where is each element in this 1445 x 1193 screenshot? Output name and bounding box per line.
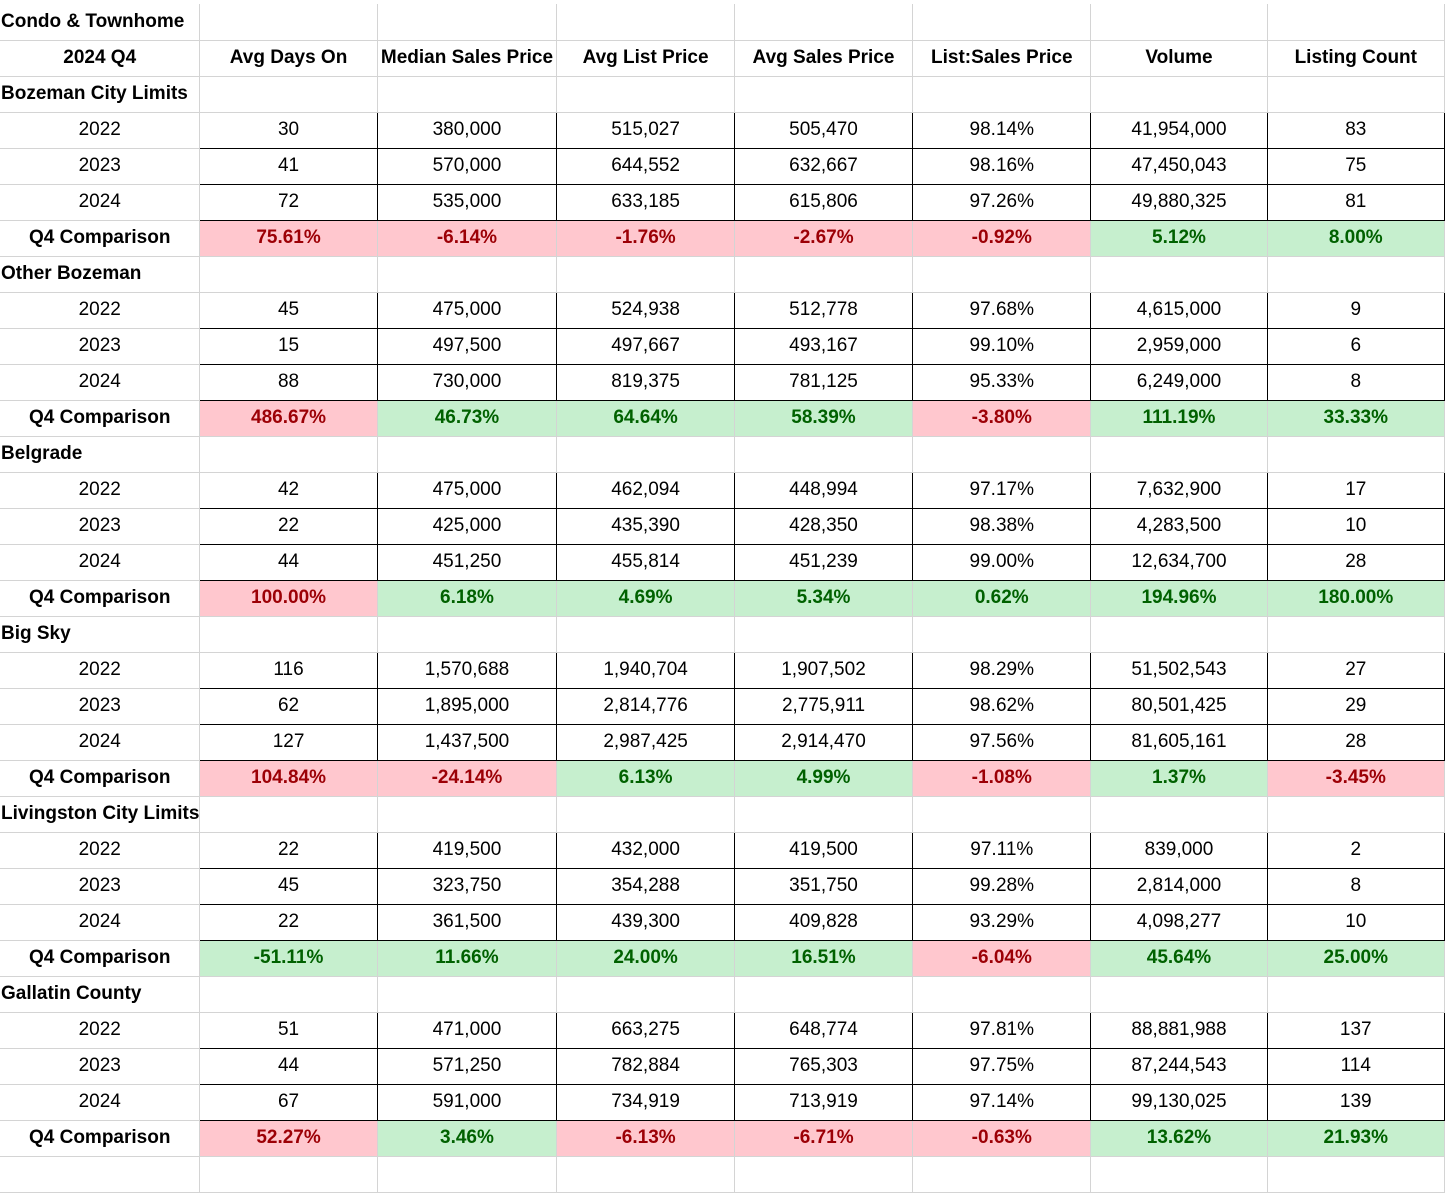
data-cell[interactable]: 448,994 — [734, 472, 912, 508]
data-row — [0, 364, 1445, 400]
section-header-row — [0, 436, 1445, 472]
empty-cell[interactable] — [377, 436, 557, 472]
empty-cell[interactable] — [200, 1156, 377, 1192]
data-cell[interactable]: 471,000 — [377, 1012, 557, 1048]
empty-cell[interactable] — [734, 616, 912, 652]
data-cell[interactable]: 455,814 — [557, 544, 735, 580]
data-cell[interactable]: 351,750 — [734, 868, 912, 904]
data-cell[interactable]: 2,814,000 — [1091, 868, 1267, 904]
data-cell[interactable]: 42 — [200, 472, 377, 508]
data-cell[interactable]: 30 — [200, 112, 377, 148]
data-cell[interactable]: 2,775,911 — [734, 688, 912, 724]
empty-cell[interactable] — [913, 976, 1091, 1012]
data-row — [0, 652, 1445, 688]
empty-cell[interactable] — [557, 256, 735, 292]
comparison-cell-negative[interactable]: -1.76% — [557, 220, 735, 256]
year-cell[interactable]: 2022 — [0, 1012, 200, 1048]
data-cell[interactable]: 475,000 — [377, 292, 557, 328]
empty-cell[interactable] — [557, 436, 735, 472]
data-row — [0, 1012, 1445, 1048]
year-cell[interactable]: 2024 — [0, 904, 200, 940]
comparison-cell-positive[interactable]: 21.93% — [1267, 1120, 1444, 1156]
data-row — [0, 292, 1445, 328]
data-row — [0, 184, 1445, 220]
data-cell[interactable]: 505,470 — [734, 112, 912, 148]
data-cell[interactable]: 97.81% — [913, 1012, 1091, 1048]
data-cell[interactable]: 97.14% — [913, 1084, 1091, 1120]
data-cell[interactable]: 44 — [200, 544, 377, 580]
year-cell[interactable]: 2024 — [0, 544, 200, 580]
data-row — [0, 472, 1445, 508]
section-title[interactable]: Belgrade — [0, 436, 200, 472]
data-cell[interactable]: 615,806 — [734, 184, 912, 220]
data-cell[interactable]: 323,750 — [377, 868, 557, 904]
data-cell[interactable]: 8 — [1267, 364, 1444, 400]
empty-cell[interactable] — [200, 976, 377, 1012]
comparison-cell-positive[interactable]: 5.12% — [1091, 220, 1267, 256]
empty-cell[interactable] — [1091, 976, 1267, 1012]
year-cell[interactable]: 2024 — [0, 184, 200, 220]
comparison-row — [0, 760, 1445, 796]
empty-cell[interactable] — [913, 1156, 1091, 1192]
empty-cell[interactable] — [734, 76, 912, 112]
empty-cell[interactable] — [734, 976, 912, 1012]
data-cell[interactable]: 730,000 — [377, 364, 557, 400]
header-cell-avg-list-price[interactable]: Avg List Price — [557, 40, 735, 76]
data-cell[interactable]: 512,778 — [734, 292, 912, 328]
comparison-cell-positive[interactable]: -51.11% — [200, 940, 377, 976]
data-cell[interactable]: 839,000 — [1091, 832, 1267, 868]
data-cell[interactable]: 97.17% — [913, 472, 1091, 508]
empty-cell[interactable] — [913, 76, 1091, 112]
data-row — [0, 508, 1445, 544]
empty-cell[interactable] — [1091, 436, 1267, 472]
data-cell[interactable]: 10 — [1267, 508, 1444, 544]
data-cell[interactable]: 1,895,000 — [377, 688, 557, 724]
empty-cell[interactable] — [913, 616, 1091, 652]
data-cell[interactable]: 22 — [200, 508, 377, 544]
section-header-row — [0, 256, 1445, 292]
empty-cell[interactable] — [377, 1156, 557, 1192]
data-cell[interactable]: 524,938 — [557, 292, 735, 328]
section-title[interactable]: Bozeman City Limits — [0, 76, 200, 112]
data-cell[interactable]: 139 — [1267, 1084, 1444, 1120]
data-row — [0, 544, 1445, 580]
empty-cell[interactable] — [557, 796, 735, 832]
empty-cell[interactable] — [913, 4, 1091, 40]
data-cell[interactable]: 116 — [200, 652, 377, 688]
data-cell[interactable]: 41 — [200, 148, 377, 184]
data-cell[interactable]: 51 — [200, 1012, 377, 1048]
data-cell[interactable]: 6,249,000 — [1091, 364, 1267, 400]
data-cell[interactable]: 88 — [200, 364, 377, 400]
comparison-cell-positive[interactable]: 45.64% — [1091, 940, 1267, 976]
data-cell[interactable]: 734,919 — [557, 1084, 735, 1120]
data-cell[interactable]: 75 — [1267, 148, 1444, 184]
data-cell[interactable]: 80,501,425 — [1091, 688, 1267, 724]
data-cell[interactable]: 28 — [1267, 544, 1444, 580]
empty-cell[interactable] — [1267, 1156, 1444, 1192]
comparison-label[interactable]: Q4 Comparison — [0, 940, 200, 976]
empty-cell[interactable] — [1091, 256, 1267, 292]
data-cell[interactable]: 9 — [1267, 292, 1444, 328]
empty-cell[interactable] — [1267, 4, 1444, 40]
year-cell[interactable]: 2024 — [0, 724, 200, 760]
year-cell[interactable]: 2022 — [0, 652, 200, 688]
data-cell[interactable]: 644,552 — [557, 148, 735, 184]
comparison-cell-positive[interactable]: 8.00% — [1267, 220, 1444, 256]
empty-cell[interactable] — [1267, 616, 1444, 652]
data-cell[interactable]: 515,027 — [557, 112, 735, 148]
empty-cell[interactable] — [734, 4, 912, 40]
empty-cell[interactable] — [1091, 4, 1267, 40]
year-cell[interactable]: 2023 — [0, 508, 200, 544]
data-cell[interactable]: 432,000 — [557, 832, 735, 868]
data-cell[interactable]: 97.68% — [913, 292, 1091, 328]
data-cell[interactable]: 354,288 — [557, 868, 735, 904]
comparison-cell-positive[interactable]: 0.62% — [913, 580, 1091, 616]
data-cell[interactable]: 451,250 — [377, 544, 557, 580]
header-cell-median-sales-price[interactable]: Median Sales Price — [377, 40, 557, 76]
empty-cell[interactable] — [1267, 76, 1444, 112]
comparison-row — [0, 220, 1445, 256]
comparison-cell-negative[interactable]: -3.80% — [913, 400, 1091, 436]
title-row — [0, 4, 1445, 40]
comparison-row — [0, 580, 1445, 616]
comparison-cell-negative[interactable]: 75.61% — [200, 220, 377, 256]
data-cell[interactable]: 439,300 — [557, 904, 735, 940]
empty-cell[interactable] — [377, 976, 557, 1012]
section-title[interactable]: Gallatin County — [0, 976, 200, 1012]
comparison-cell-positive[interactable]: 111.19% — [1091, 400, 1267, 436]
data-cell[interactable]: 45 — [200, 868, 377, 904]
data-cell[interactable]: 47,450,043 — [1091, 148, 1267, 184]
data-cell[interactable]: 10 — [1267, 904, 1444, 940]
section-title[interactable]: Other Bozeman — [0, 256, 200, 292]
data-cell[interactable]: 114 — [1267, 1048, 1444, 1084]
empty-cell[interactable] — [913, 256, 1091, 292]
data-cell[interactable]: 98.38% — [913, 508, 1091, 544]
comparison-cell-negative[interactable]: -6.04% — [913, 940, 1091, 976]
data-row — [0, 1084, 1445, 1120]
data-cell[interactable]: 98.62% — [913, 688, 1091, 724]
empty-cell[interactable] — [557, 616, 735, 652]
data-cell[interactable]: 380,000 — [377, 112, 557, 148]
comparison-cell-negative[interactable]: 100.00% — [200, 580, 377, 616]
empty-cell[interactable] — [734, 796, 912, 832]
data-cell[interactable]: 419,500 — [734, 832, 912, 868]
data-cell[interactable]: 475,000 — [377, 472, 557, 508]
empty-cell[interactable] — [734, 1156, 912, 1192]
data-cell[interactable]: 15 — [200, 328, 377, 364]
data-cell[interactable]: 819,375 — [557, 364, 735, 400]
data-row — [0, 724, 1445, 760]
data-cell[interactable]: 12,634,700 — [1091, 544, 1267, 580]
data-row — [0, 148, 1445, 184]
spreadsheet-table — [0, 4, 1445, 1193]
data-cell[interactable]: 7,632,900 — [1091, 472, 1267, 508]
comparison-cell-negative[interactable]: -6.14% — [377, 220, 557, 256]
empty-cell[interactable] — [377, 616, 557, 652]
data-cell[interactable]: 49,880,325 — [1091, 184, 1267, 220]
comparison-cell-positive[interactable]: 1.37% — [1091, 760, 1267, 796]
year-cell[interactable]: 2022 — [0, 832, 200, 868]
data-cell[interactable]: 45 — [200, 292, 377, 328]
comparison-cell-positive[interactable]: 5.34% — [734, 580, 912, 616]
year-cell[interactable]: 2022 — [0, 112, 200, 148]
empty-cell[interactable] — [377, 796, 557, 832]
header-cell-avg-sales-price[interactable]: Avg Sales Price — [734, 40, 912, 76]
data-cell[interactable]: 4,283,500 — [1091, 508, 1267, 544]
data-cell[interactable]: 44 — [200, 1048, 377, 1084]
data-cell[interactable]: 633,185 — [557, 184, 735, 220]
comparison-cell-negative[interactable]: -3.45% — [1267, 760, 1444, 796]
data-cell[interactable]: 62 — [200, 688, 377, 724]
data-cell[interactable]: 1,907,502 — [734, 652, 912, 688]
empty-cell[interactable] — [734, 436, 912, 472]
data-cell[interactable]: 51,502,543 — [1091, 652, 1267, 688]
comparison-cell-negative[interactable]: 52.27% — [200, 1120, 377, 1156]
empty-cell[interactable] — [200, 796, 377, 832]
data-cell[interactable]: 663,275 — [557, 1012, 735, 1048]
empty-cell[interactable] — [1091, 616, 1267, 652]
data-cell[interactable]: 81,605,161 — [1091, 724, 1267, 760]
data-cell[interactable]: 67 — [200, 1084, 377, 1120]
empty-cell[interactable] — [200, 256, 377, 292]
data-cell[interactable]: 435,390 — [557, 508, 735, 544]
section-header-row — [0, 796, 1445, 832]
header-cell-volume[interactable]: Volume — [1091, 40, 1267, 76]
data-cell[interactable]: 632,667 — [734, 148, 912, 184]
header-cell-period[interactable]: 2024 Q4 — [0, 40, 200, 76]
comparison-label[interactable]: Q4 Comparison — [0, 760, 200, 796]
data-cell[interactable]: 1,940,704 — [557, 652, 735, 688]
data-cell[interactable]: 95.33% — [913, 364, 1091, 400]
comparison-cell-positive[interactable]: 6.13% — [557, 760, 735, 796]
comparison-cell-negative[interactable]: -0.63% — [913, 1120, 1091, 1156]
section-title[interactable]: Livingston City Limits — [0, 796, 200, 832]
section-header-row — [0, 616, 1445, 652]
data-row — [0, 112, 1445, 148]
empty-cell[interactable] — [1091, 76, 1267, 112]
section-header-row — [0, 76, 1445, 112]
empty-cell[interactable] — [1091, 796, 1267, 832]
empty-cell[interactable] — [913, 796, 1091, 832]
data-cell[interactable]: 97.11% — [913, 832, 1091, 868]
comparison-cell-positive[interactable]: 11.66% — [377, 940, 557, 976]
year-cell[interactable]: 2023 — [0, 868, 200, 904]
comparison-label[interactable]: Q4 Comparison — [0, 220, 200, 256]
comparison-cell-negative[interactable]: -6.13% — [557, 1120, 735, 1156]
data-cell[interactable]: 535,000 — [377, 184, 557, 220]
data-cell[interactable]: 137 — [1267, 1012, 1444, 1048]
data-cell[interactable]: 462,094 — [557, 472, 735, 508]
empty-cell[interactable] — [200, 4, 377, 40]
data-cell[interactable]: 2,987,425 — [557, 724, 735, 760]
data-cell[interactable]: 571,250 — [377, 1048, 557, 1084]
comparison-cell-positive[interactable]: 58.39% — [734, 400, 912, 436]
data-cell[interactable]: 87,244,543 — [1091, 1048, 1267, 1084]
year-cell[interactable]: 2024 — [0, 364, 200, 400]
data-row — [0, 904, 1445, 940]
empty-cell[interactable] — [377, 4, 557, 40]
data-cell[interactable]: 419,500 — [377, 832, 557, 868]
data-cell[interactable]: 648,774 — [734, 1012, 912, 1048]
data-cell[interactable]: 99.28% — [913, 868, 1091, 904]
year-cell[interactable]: 2023 — [0, 1048, 200, 1084]
comparison-cell-positive[interactable]: 3.46% — [377, 1120, 557, 1156]
year-cell[interactable]: 2023 — [0, 688, 200, 724]
data-cell[interactable]: 493,167 — [734, 328, 912, 364]
comparison-cell-negative[interactable]: -24.14% — [377, 760, 557, 796]
data-cell[interactable]: 765,303 — [734, 1048, 912, 1084]
data-cell[interactable]: 1,437,500 — [377, 724, 557, 760]
comparison-row — [0, 940, 1445, 976]
empty-cell[interactable] — [557, 4, 735, 40]
comparison-cell-positive[interactable]: 6.18% — [377, 580, 557, 616]
empty-cell[interactable] — [734, 256, 912, 292]
year-cell[interactable]: 2023 — [0, 148, 200, 184]
data-cell[interactable]: 8 — [1267, 868, 1444, 904]
empty-cell[interactable] — [557, 76, 735, 112]
data-cell[interactable]: 2 — [1267, 832, 1444, 868]
comparison-label[interactable]: Q4 Comparison — [0, 1120, 200, 1156]
data-cell[interactable]: 99.00% — [913, 544, 1091, 580]
empty-cell[interactable] — [1267, 256, 1444, 292]
spreadsheet-body — [0, 4, 1445, 1192]
data-cell[interactable]: 88,881,988 — [1091, 1012, 1267, 1048]
comparison-cell-negative[interactable]: -1.08% — [913, 760, 1091, 796]
data-cell[interactable]: 451,239 — [734, 544, 912, 580]
comparison-cell-negative[interactable]: -0.92% — [913, 220, 1091, 256]
data-cell[interactable]: 425,000 — [377, 508, 557, 544]
data-cell[interactable]: 2,914,470 — [734, 724, 912, 760]
year-cell[interactable]: 2023 — [0, 328, 200, 364]
data-cell[interactable]: 98.16% — [913, 148, 1091, 184]
data-cell[interactable]: 781,125 — [734, 364, 912, 400]
header-cell-listing-count[interactable]: Listing Count — [1267, 40, 1444, 76]
empty-cell[interactable] — [377, 76, 557, 112]
header-cell-avg-days-on[interactable]: Avg Days On — [200, 40, 377, 76]
section-header-row — [0, 976, 1445, 1012]
data-cell[interactable]: 97.75% — [913, 1048, 1091, 1084]
data-cell[interactable]: 99,130,025 — [1091, 1084, 1267, 1120]
data-row — [0, 688, 1445, 724]
empty-cell[interactable] — [1267, 436, 1444, 472]
data-cell[interactable]: 570,000 — [377, 148, 557, 184]
year-cell[interactable]: 2022 — [0, 472, 200, 508]
header-row — [0, 40, 1445, 76]
comparison-cell-negative[interactable]: -2.67% — [734, 220, 912, 256]
comparison-cell-positive[interactable]: 24.00% — [557, 940, 735, 976]
comparison-label[interactable]: Q4 Comparison — [0, 580, 200, 616]
comparison-row — [0, 1120, 1445, 1156]
empty-cell[interactable] — [557, 976, 735, 1012]
data-cell[interactable]: 97.26% — [913, 184, 1091, 220]
data-cell[interactable]: 17 — [1267, 472, 1444, 508]
data-cell[interactable]: 782,884 — [557, 1048, 735, 1084]
year-cell[interactable]: 2024 — [0, 1084, 200, 1120]
data-cell[interactable]: 127 — [200, 724, 377, 760]
comparison-cell-negative[interactable]: -6.71% — [734, 1120, 912, 1156]
data-cell[interactable]: 428,350 — [734, 508, 912, 544]
data-cell[interactable]: 2,814,776 — [557, 688, 735, 724]
comparison-row — [0, 400, 1445, 436]
comparison-cell-positive[interactable]: 64.64% — [557, 400, 735, 436]
data-cell[interactable]: 2,959,000 — [1091, 328, 1267, 364]
data-cell[interactable]: 497,667 — [557, 328, 735, 364]
data-cell[interactable]: 83 — [1267, 112, 1444, 148]
comparison-cell-positive[interactable]: 4.69% — [557, 580, 735, 616]
comparison-cell-positive[interactable]: 25.00% — [1267, 940, 1444, 976]
data-cell[interactable]: 4,098,277 — [1091, 904, 1267, 940]
comparison-cell-positive[interactable]: 13.62% — [1091, 1120, 1267, 1156]
empty-cell[interactable] — [913, 436, 1091, 472]
data-row — [0, 832, 1445, 868]
data-cell[interactable]: 81 — [1267, 184, 1444, 220]
comparison-cell-negative[interactable]: 486.67% — [200, 400, 377, 436]
comparison-cell-positive[interactable]: 46.73% — [377, 400, 557, 436]
data-cell[interactable]: 28 — [1267, 724, 1444, 760]
data-cell[interactable]: 497,500 — [377, 328, 557, 364]
empty-cell[interactable] — [377, 256, 557, 292]
sheet-title[interactable]: Condo & Townhome — [0, 4, 200, 40]
data-cell[interactable]: 1,570,688 — [377, 652, 557, 688]
empty-cell[interactable] — [200, 76, 377, 112]
empty-row — [0, 1156, 1445, 1192]
data-row — [0, 1048, 1445, 1084]
comparison-cell-positive[interactable]: 33.33% — [1267, 400, 1444, 436]
data-cell[interactable]: 98.14% — [913, 112, 1091, 148]
data-cell[interactable]: 713,919 — [734, 1084, 912, 1120]
empty-cell[interactable] — [1091, 1156, 1267, 1192]
data-cell[interactable]: 93.29% — [913, 904, 1091, 940]
empty-cell[interactable] — [1267, 796, 1444, 832]
data-cell[interactable]: 72 — [200, 184, 377, 220]
section-title[interactable]: Big Sky — [0, 616, 200, 652]
data-cell[interactable]: 41,954,000 — [1091, 112, 1267, 148]
data-cell[interactable]: 591,000 — [377, 1084, 557, 1120]
header-cell-list-sales-ratio[interactable]: List:Sales Price — [913, 40, 1091, 76]
data-cell[interactable]: 22 — [200, 904, 377, 940]
comparison-cell-positive[interactable]: 194.96% — [1091, 580, 1267, 616]
data-cell[interactable]: 27 — [1267, 652, 1444, 688]
data-cell[interactable]: 98.29% — [913, 652, 1091, 688]
data-cell[interactable]: 4,615,000 — [1091, 292, 1267, 328]
empty-cell[interactable] — [200, 616, 377, 652]
year-cell[interactable]: 2022 — [0, 292, 200, 328]
comparison-cell-positive[interactable]: 180.00% — [1267, 580, 1444, 616]
data-cell[interactable]: 97.56% — [913, 724, 1091, 760]
comparison-label[interactable]: Q4 Comparison — [0, 400, 200, 436]
data-row — [0, 328, 1445, 364]
data-cell[interactable]: 361,500 — [377, 904, 557, 940]
comparison-cell-negative[interactable]: 104.84% — [200, 760, 377, 796]
data-cell[interactable]: 29 — [1267, 688, 1444, 724]
data-row — [0, 868, 1445, 904]
data-cell[interactable]: 409,828 — [734, 904, 912, 940]
data-cell[interactable]: 99.10% — [913, 328, 1091, 364]
empty-cell[interactable] — [1267, 976, 1444, 1012]
empty-cell[interactable] — [0, 1156, 200, 1192]
comparison-cell-positive[interactable]: 4.99% — [734, 760, 912, 796]
comparison-cell-positive[interactable]: 16.51% — [734, 940, 912, 976]
empty-cell[interactable] — [557, 1156, 735, 1192]
empty-cell[interactable] — [200, 436, 377, 472]
data-cell[interactable]: 22 — [200, 832, 377, 868]
data-cell[interactable]: 6 — [1267, 328, 1444, 364]
